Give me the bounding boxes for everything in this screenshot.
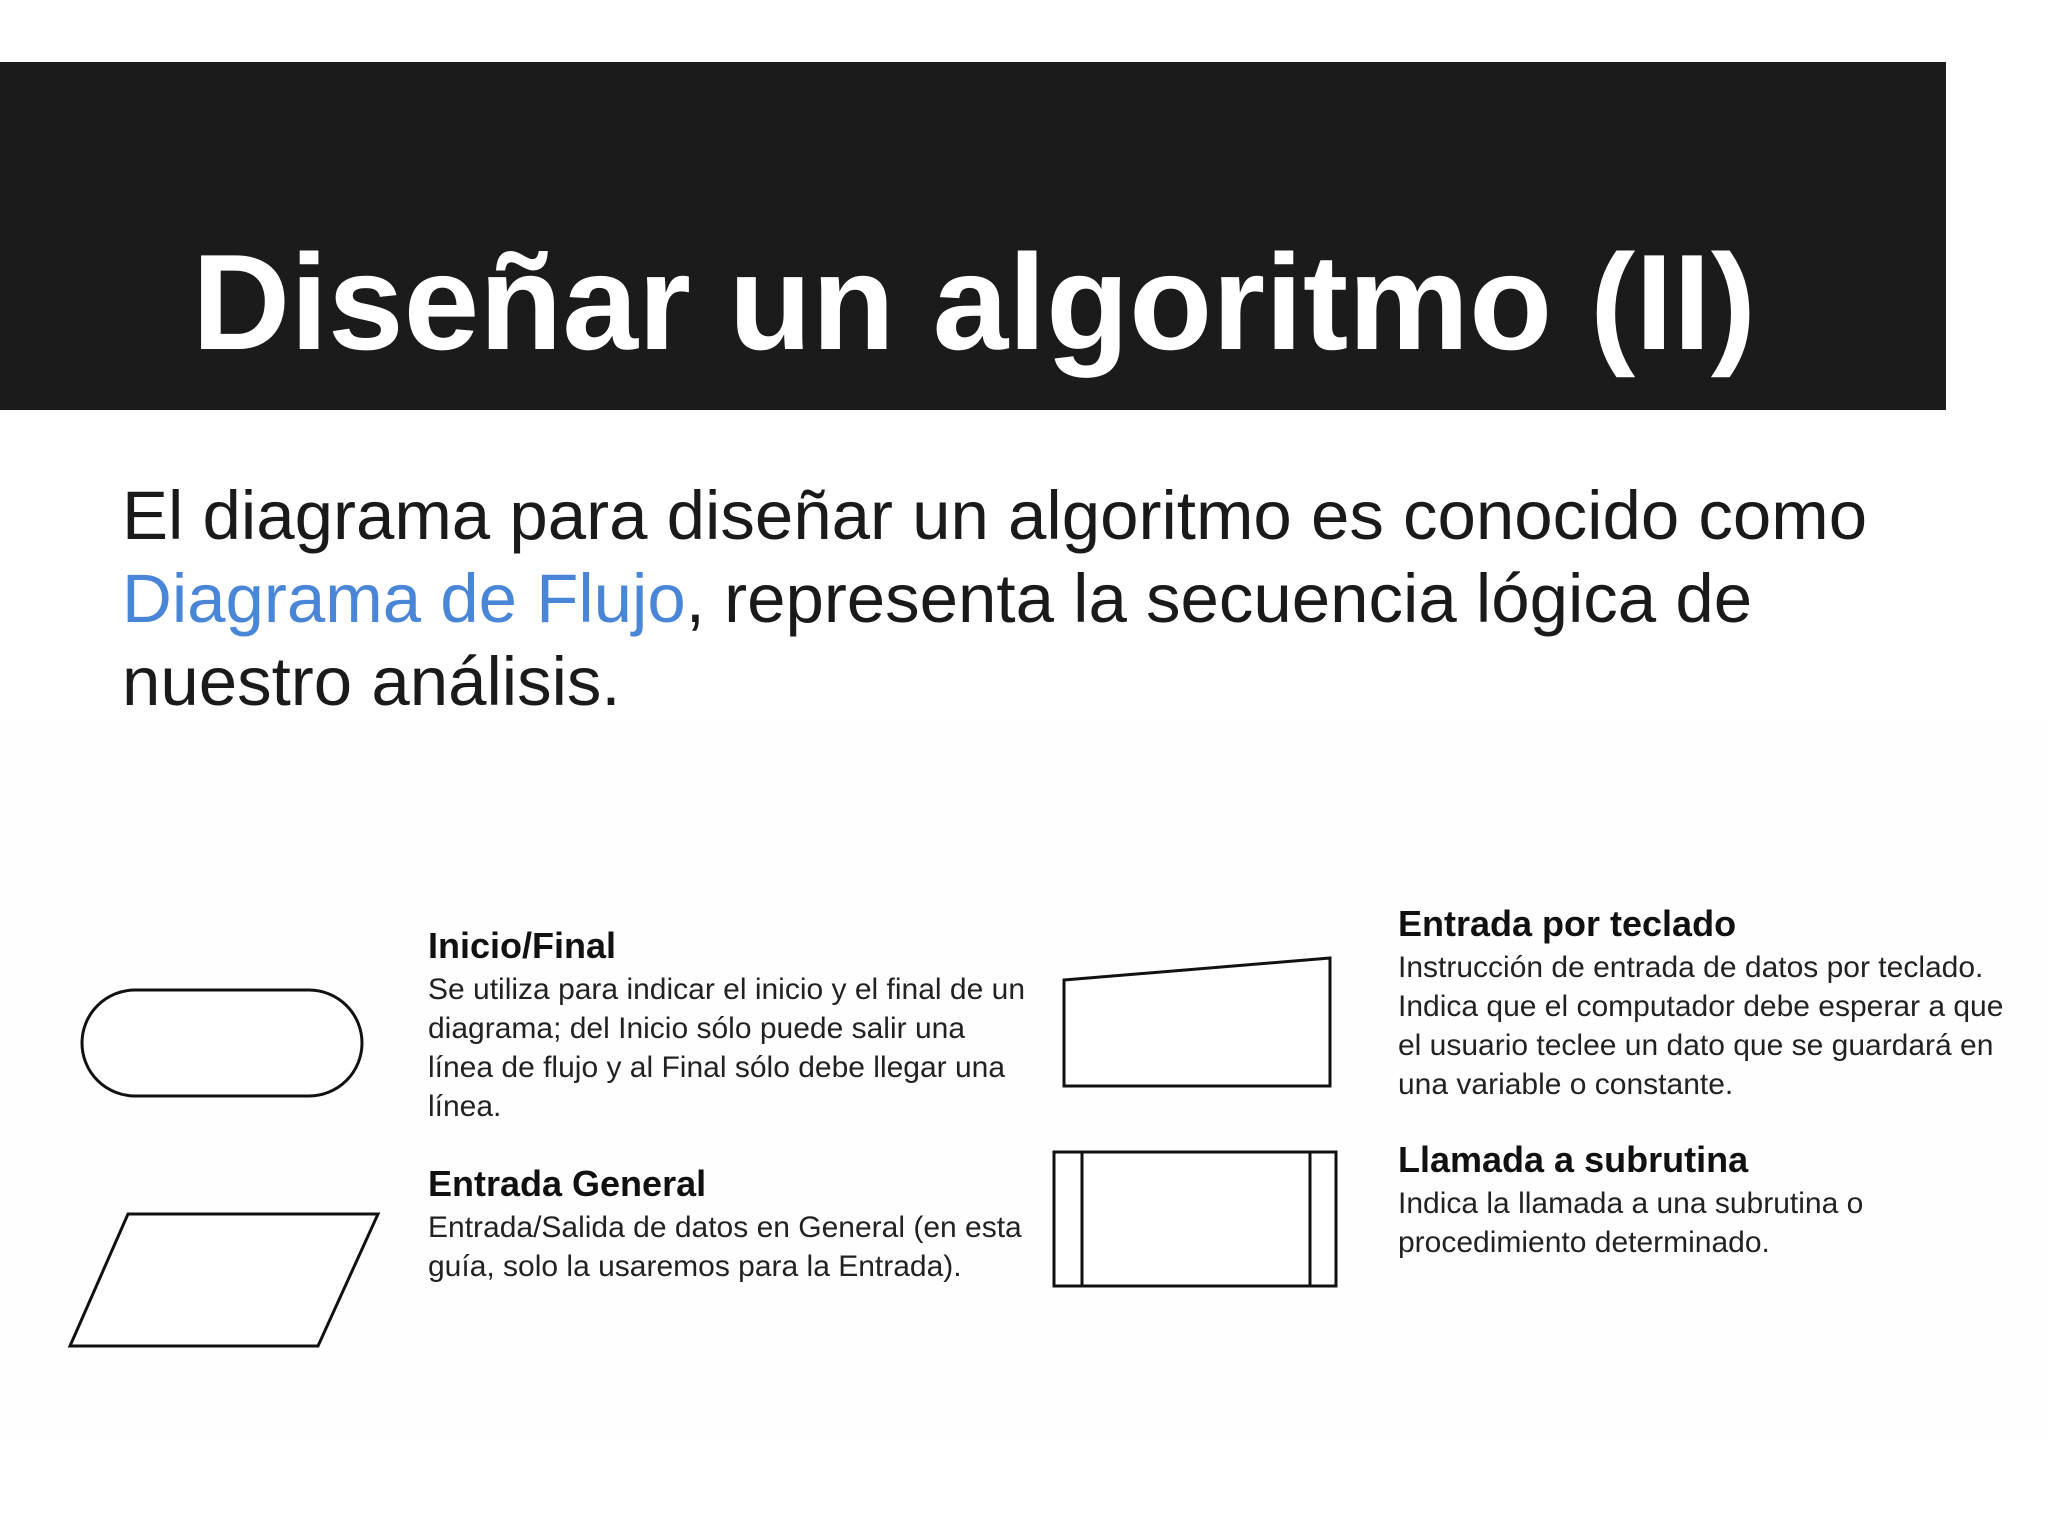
entrada-general-title: Entrada General [428, 1163, 707, 1204]
terminal-symbol-shape [80, 988, 366, 1100]
entrada-teclado-description: Instrucción de entrada de datos por teclado. Indica que el computador debe esperar a que el usuario teclee un dato que se guardará en una variable o constante. [1398, 951, 2004, 1101]
subroutine-symbol-shape [1052, 1150, 1340, 1290]
manual-input-symbol-shape [1062, 954, 1334, 1090]
inicio-final-description: Se utiliza para indicar el inicio y el final de un diagrama; del Inicio sólo puede salir una línea de flujo y al Final sólo debe llegar una línea. [428, 973, 1025, 1123]
entrada-teclado-title: Entrada por teclado [1398, 903, 1737, 944]
slide-title: Diseñar un algoritmo (II) [192, 226, 1757, 378]
diagrama-de-flujo-link[interactable]: Diagrama de Flujo [122, 560, 686, 637]
body-paragraph [122, 474, 1922, 723]
entrada-general-description: Entrada/Salida de datos en General (en esta guía, solo la usaremos para la Entrada). [428, 1211, 1022, 1283]
body-text-end: , representa la secuencia lógica de nuestro análisis. [122, 560, 1753, 720]
parallelogram-symbol-shape [66, 1212, 382, 1350]
body-text-start: El diagrama para diseñar un algoritmo es conocido como [122, 477, 1868, 554]
flowchart-symbols-image [0, 720, 2048, 1440]
subrutina-description: Indica la llamada a una subrutina o procedimiento determinado. [1398, 1187, 1864, 1259]
inicio-final-title: Inicio/Final [428, 925, 617, 966]
subrutina-title: Llamada a subrutina [1398, 1139, 1749, 1180]
